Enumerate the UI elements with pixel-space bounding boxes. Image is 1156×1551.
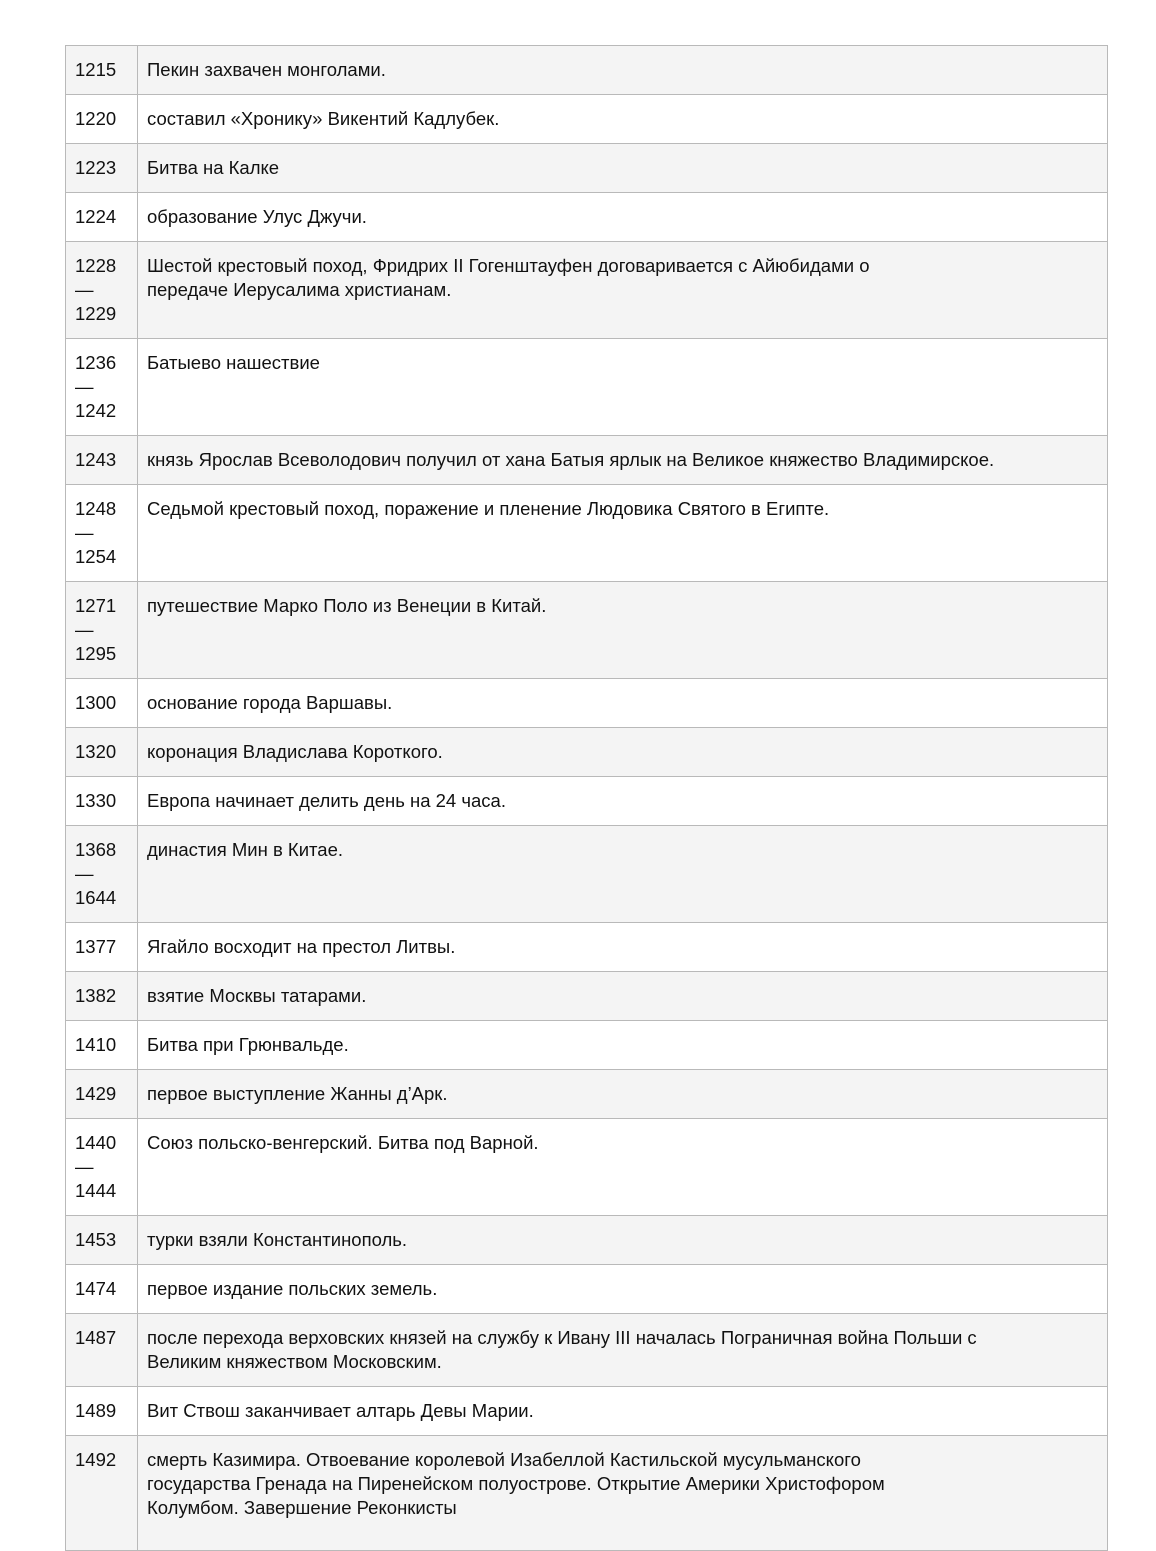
year-value: 1644 — [75, 887, 117, 908]
table-row — [66, 582, 1108, 679]
event-cell: основание города Варшавы. — [138, 679, 1108, 728]
year-range-dash: — — [75, 376, 94, 397]
document-page — [65, 45, 1108, 1551]
year-value: 1330 — [75, 790, 117, 811]
year-value: 1410 — [75, 1034, 117, 1055]
table-row — [66, 1021, 1108, 1070]
event-cell: династия Мин в Китае. — [138, 826, 1108, 923]
event-cell: путешествие Марко Поло из Венеции в Китай. — [138, 582, 1108, 679]
year-cell — [66, 923, 138, 972]
year-cell — [66, 46, 138, 95]
event-cell: коронация Владислава Короткого. — [138, 728, 1108, 777]
event-cell: Европа начинает делить день на 24 часа. — [138, 777, 1108, 826]
year-value: 1492 — [75, 1449, 117, 1470]
event-cell: первое выступление Жанны д’Арк. — [138, 1070, 1108, 1119]
year-value: 1444 — [75, 1180, 117, 1201]
year-cell — [66, 1070, 138, 1119]
event-cell: Битва при Грюнвальде. — [138, 1021, 1108, 1070]
event-cell: составил «Хронику» Викентий Кадлубек. — [138, 95, 1108, 144]
year-range-dash: — — [75, 863, 94, 884]
year-cell — [66, 436, 138, 485]
event-cell: Вит Ствош заканчивает алтарь Девы Марии. — [138, 1387, 1108, 1436]
year-value: 1474 — [75, 1278, 117, 1299]
year-range-dash: — — [75, 619, 94, 640]
year-cell — [66, 826, 138, 923]
year-value: 1440 — [75, 1132, 117, 1153]
year-cell — [66, 193, 138, 242]
year-cell — [66, 485, 138, 582]
table-row — [66, 1265, 1108, 1314]
year-cell — [66, 1021, 138, 1070]
event-cell: взятие Москвы татарами. — [138, 972, 1108, 1021]
event-cell: Ягайло восходит на престол Литвы. — [138, 923, 1108, 972]
year-cell — [66, 582, 138, 679]
year-cell — [66, 679, 138, 728]
table-row — [66, 1387, 1108, 1436]
table-row — [66, 1314, 1108, 1387]
year-cell — [66, 1265, 138, 1314]
event-cell: после перехода верховских князей на службу к Ивану III началась Пограничная война Польши с Великим княжеством Московским. — [138, 1314, 1108, 1387]
year-value: 1489 — [75, 1400, 117, 1421]
year-value: 1429 — [75, 1083, 117, 1104]
year-value: 1453 — [75, 1229, 117, 1250]
year-value: 1271 — [75, 595, 117, 616]
event-cell: Батыево нашествие — [138, 339, 1108, 436]
year-value: 1229 — [75, 303, 117, 324]
table-row — [66, 972, 1108, 1021]
table-row — [66, 193, 1108, 242]
year-cell — [66, 1216, 138, 1265]
year-cell — [66, 242, 138, 339]
year-cell — [66, 1387, 138, 1436]
year-value: 1368 — [75, 839, 117, 860]
table-row — [66, 95, 1108, 144]
chronology-table-body — [66, 46, 1108, 1551]
year-value: 1382 — [75, 985, 117, 1006]
year-cell — [66, 728, 138, 777]
table-row — [66, 46, 1108, 95]
year-cell — [66, 339, 138, 436]
table-row — [66, 485, 1108, 582]
year-value: 1377 — [75, 936, 117, 957]
year-range-dash: — — [75, 522, 94, 543]
year-value: 1220 — [75, 108, 117, 129]
event-cell: Битва на Калке — [138, 144, 1108, 193]
year-cell — [66, 1314, 138, 1387]
event-cell: Шестой крестовый поход, Фридрих II Гогенштауфен договаривается с Айюбидами о передаче Иерусалима христианам. — [138, 242, 1108, 339]
year-cell — [66, 1436, 138, 1551]
chronology-table — [65, 45, 1108, 1551]
year-value: 1320 — [75, 741, 117, 762]
table-row — [66, 1216, 1108, 1265]
table-row — [66, 1070, 1108, 1119]
year-range-dash: — — [75, 279, 94, 300]
table-row — [66, 826, 1108, 923]
year-cell — [66, 777, 138, 826]
table-row — [66, 777, 1108, 826]
event-cell: турки взяли Константинополь. — [138, 1216, 1108, 1265]
table-row — [66, 1436, 1108, 1551]
year-value: 1228 — [75, 255, 117, 276]
year-value: 1242 — [75, 400, 117, 421]
event-cell: Союз польско-венгерский. Битва под Варной. — [138, 1119, 1108, 1216]
year-cell — [66, 144, 138, 193]
table-row — [66, 339, 1108, 436]
table-row — [66, 436, 1108, 485]
event-cell: смерть Казимира. Отвоевание королевой Изабеллой Кастильской мусульманского государства Гренада на Пиренейском полуострове. Открытие Америки Христофором Колумбом. Завершение Реконкисты — [138, 1436, 1108, 1551]
year-value: 1236 — [75, 352, 117, 373]
table-row — [66, 923, 1108, 972]
year-cell — [66, 972, 138, 1021]
year-cell — [66, 95, 138, 144]
year-range-dash: — — [75, 1156, 94, 1177]
year-value: 1248 — [75, 498, 117, 519]
table-row — [66, 242, 1108, 339]
table-row — [66, 728, 1108, 777]
year-value: 1295 — [75, 643, 117, 664]
event-cell: первое издание польских земель. — [138, 1265, 1108, 1314]
year-value: 1224 — [75, 206, 117, 227]
table-row — [66, 679, 1108, 728]
year-value: 1254 — [75, 546, 117, 567]
year-value: 1223 — [75, 157, 117, 178]
table-row — [66, 1119, 1108, 1216]
event-cell: Пекин захвачен монголами. — [138, 46, 1108, 95]
event-cell: образование Улус Джучи. — [138, 193, 1108, 242]
year-value: 1487 — [75, 1327, 117, 1348]
event-cell: князь Ярослав Всеволодович получил от хана Батыя ярлык на Великое княжество Владимирское. — [138, 436, 1108, 485]
year-value: 1300 — [75, 692, 117, 713]
year-cell — [66, 1119, 138, 1216]
year-value: 1243 — [75, 449, 117, 470]
year-value: 1215 — [75, 59, 117, 80]
event-cell: Седьмой крестовый поход, поражение и пленение Людовика Святого в Египте. — [138, 485, 1108, 582]
table-row — [66, 144, 1108, 193]
